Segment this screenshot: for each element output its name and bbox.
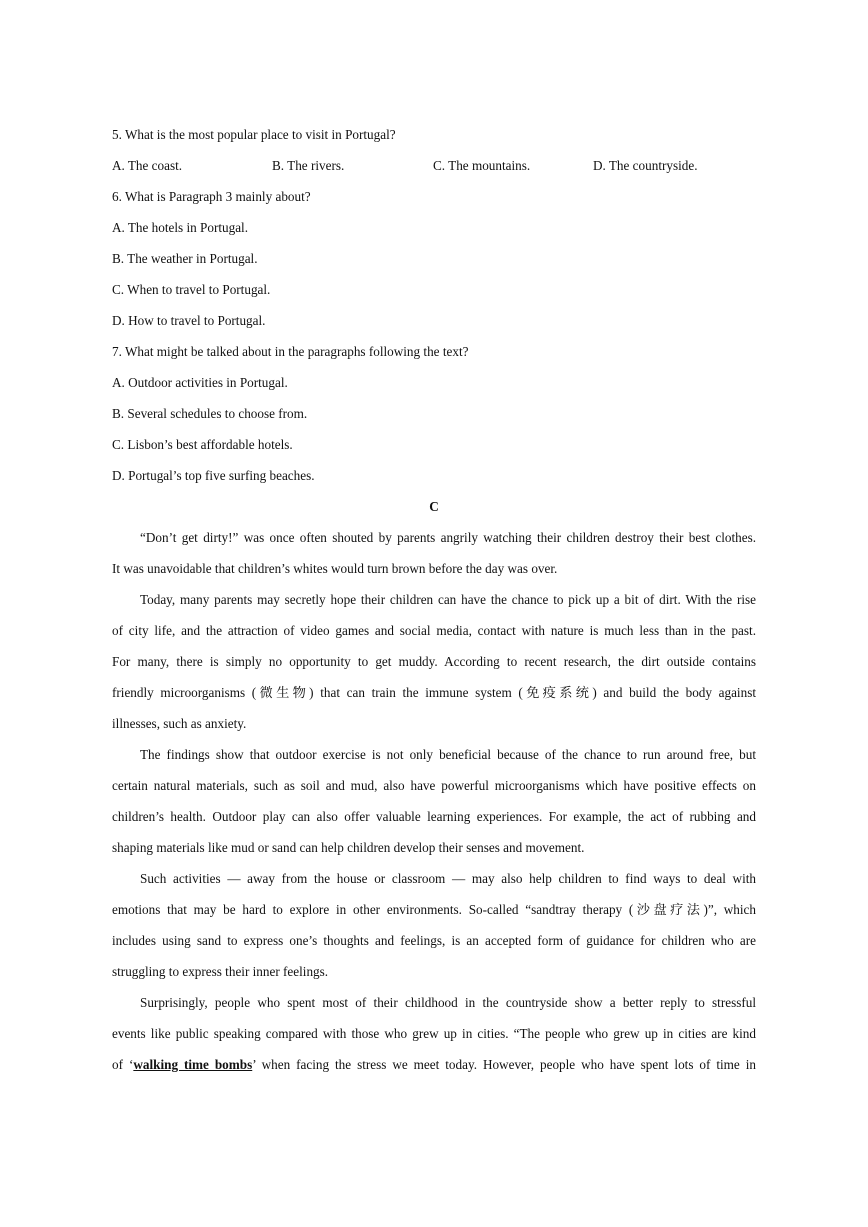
passage-line: The findings show that outdoor exercise is not only beneficial because of the chance to run around free, but: [140, 747, 756, 762]
passage-line: “Don’t get dirty!” was once often shouted by parents angrily watching their children destroy their best clothes.: [140, 530, 756, 545]
passage-line: For many, there is simply no opportunity to get muddy. According to recent research, the dirt outside contains: [112, 654, 756, 669]
question-5-option-d: D. The countryside.: [593, 158, 698, 173]
question-6-option-b: B. The weather in Portugal.: [112, 251, 258, 266]
passage-line: Today, many parents may secretly hope their children can have the chance to pick up a bit of dirt. With the rise: [140, 592, 756, 607]
passage-line: friendly microorganisms (微生物) that can train the immune system (免疫系统) and build the body against: [112, 685, 756, 700]
passage-text: of ‘: [112, 1057, 134, 1072]
passage-line: of city life, and the attraction of video games and social media, contact with nature is much less than in the past.: [112, 623, 756, 638]
question-5-options: [112, 155, 756, 186]
question-5-option-b: B. The rivers.: [272, 158, 345, 173]
passage-line: events like public speaking compared with those who grew up in cities. “The people who grew up in cities are kind: [112, 1026, 756, 1041]
passage-text: ’ when facing the stress we meet today. However, people who have spent lots of time in: [252, 1057, 756, 1072]
passage-line: children’s health. Outdoor play can also offer valuable learning experiences. For example, the act of rubbing and: [112, 809, 756, 824]
question-7-option-d: D. Portugal’s top five surfing beaches.: [112, 468, 315, 483]
passage: [112, 527, 756, 1085]
question-5-option-a: A. The coast.: [112, 158, 183, 173]
passage-line: It was unavoidable that children’s whites would turn brown before the day was over.: [112, 561, 558, 576]
passage-line: certain natural materials, such as soil and mud, also have powerful microorganisms which have positive effects on: [112, 778, 756, 793]
question-6-option-c: C. When to travel to Portugal.: [112, 282, 271, 297]
question-5-option-c: C. The mountains.: [433, 158, 531, 173]
document-page: [112, 124, 756, 1085]
passage-line-with-highlight: [112, 1054, 756, 1085]
question-7-option-c: C. Lisbon’s best affordable hotels.: [112, 437, 293, 452]
question-6-stem: 6. What is Paragraph 3 mainly about?: [112, 189, 311, 204]
question-7-option-b: B. Several schedules to choose from.: [112, 406, 308, 421]
passage-line: Surprisingly, people who spent most of their childhood in the countryside show a better reply to stressful: [140, 995, 756, 1010]
section-heading: C: [429, 499, 439, 514]
question-7-stem: 7. What might be talked about in the paragraphs following the text?: [112, 344, 469, 359]
passage-line: struggling to express their inner feelings.: [112, 964, 329, 979]
question-6-option-d: D. How to travel to Portugal.: [112, 313, 266, 328]
passage-line: includes using sand to express one’s thoughts and feelings, is an accepted form of guidance for children who are: [112, 933, 756, 948]
passage-line: Such activities — away from the house or classroom — may also help children to find ways to deal with: [140, 871, 756, 886]
passage-line: illnesses, such as anxiety.: [112, 716, 247, 731]
passage-line: shaping materials like mud or sand can help children develop their senses and movement.: [112, 840, 585, 855]
passage-line: emotions that may be hard to explore in other environments. So-called “sandtray therapy (沙盘疗法)”, which: [112, 902, 756, 917]
question-6-option-a: A. The hotels in Portugal.: [112, 220, 249, 235]
highlighted-phrase: walking time bombs: [133, 1057, 253, 1072]
question-5-stem: 5. What is the most popular place to visit in Portugal?: [112, 127, 396, 142]
question-7-option-a: A. Outdoor activities in Portugal.: [112, 375, 288, 390]
